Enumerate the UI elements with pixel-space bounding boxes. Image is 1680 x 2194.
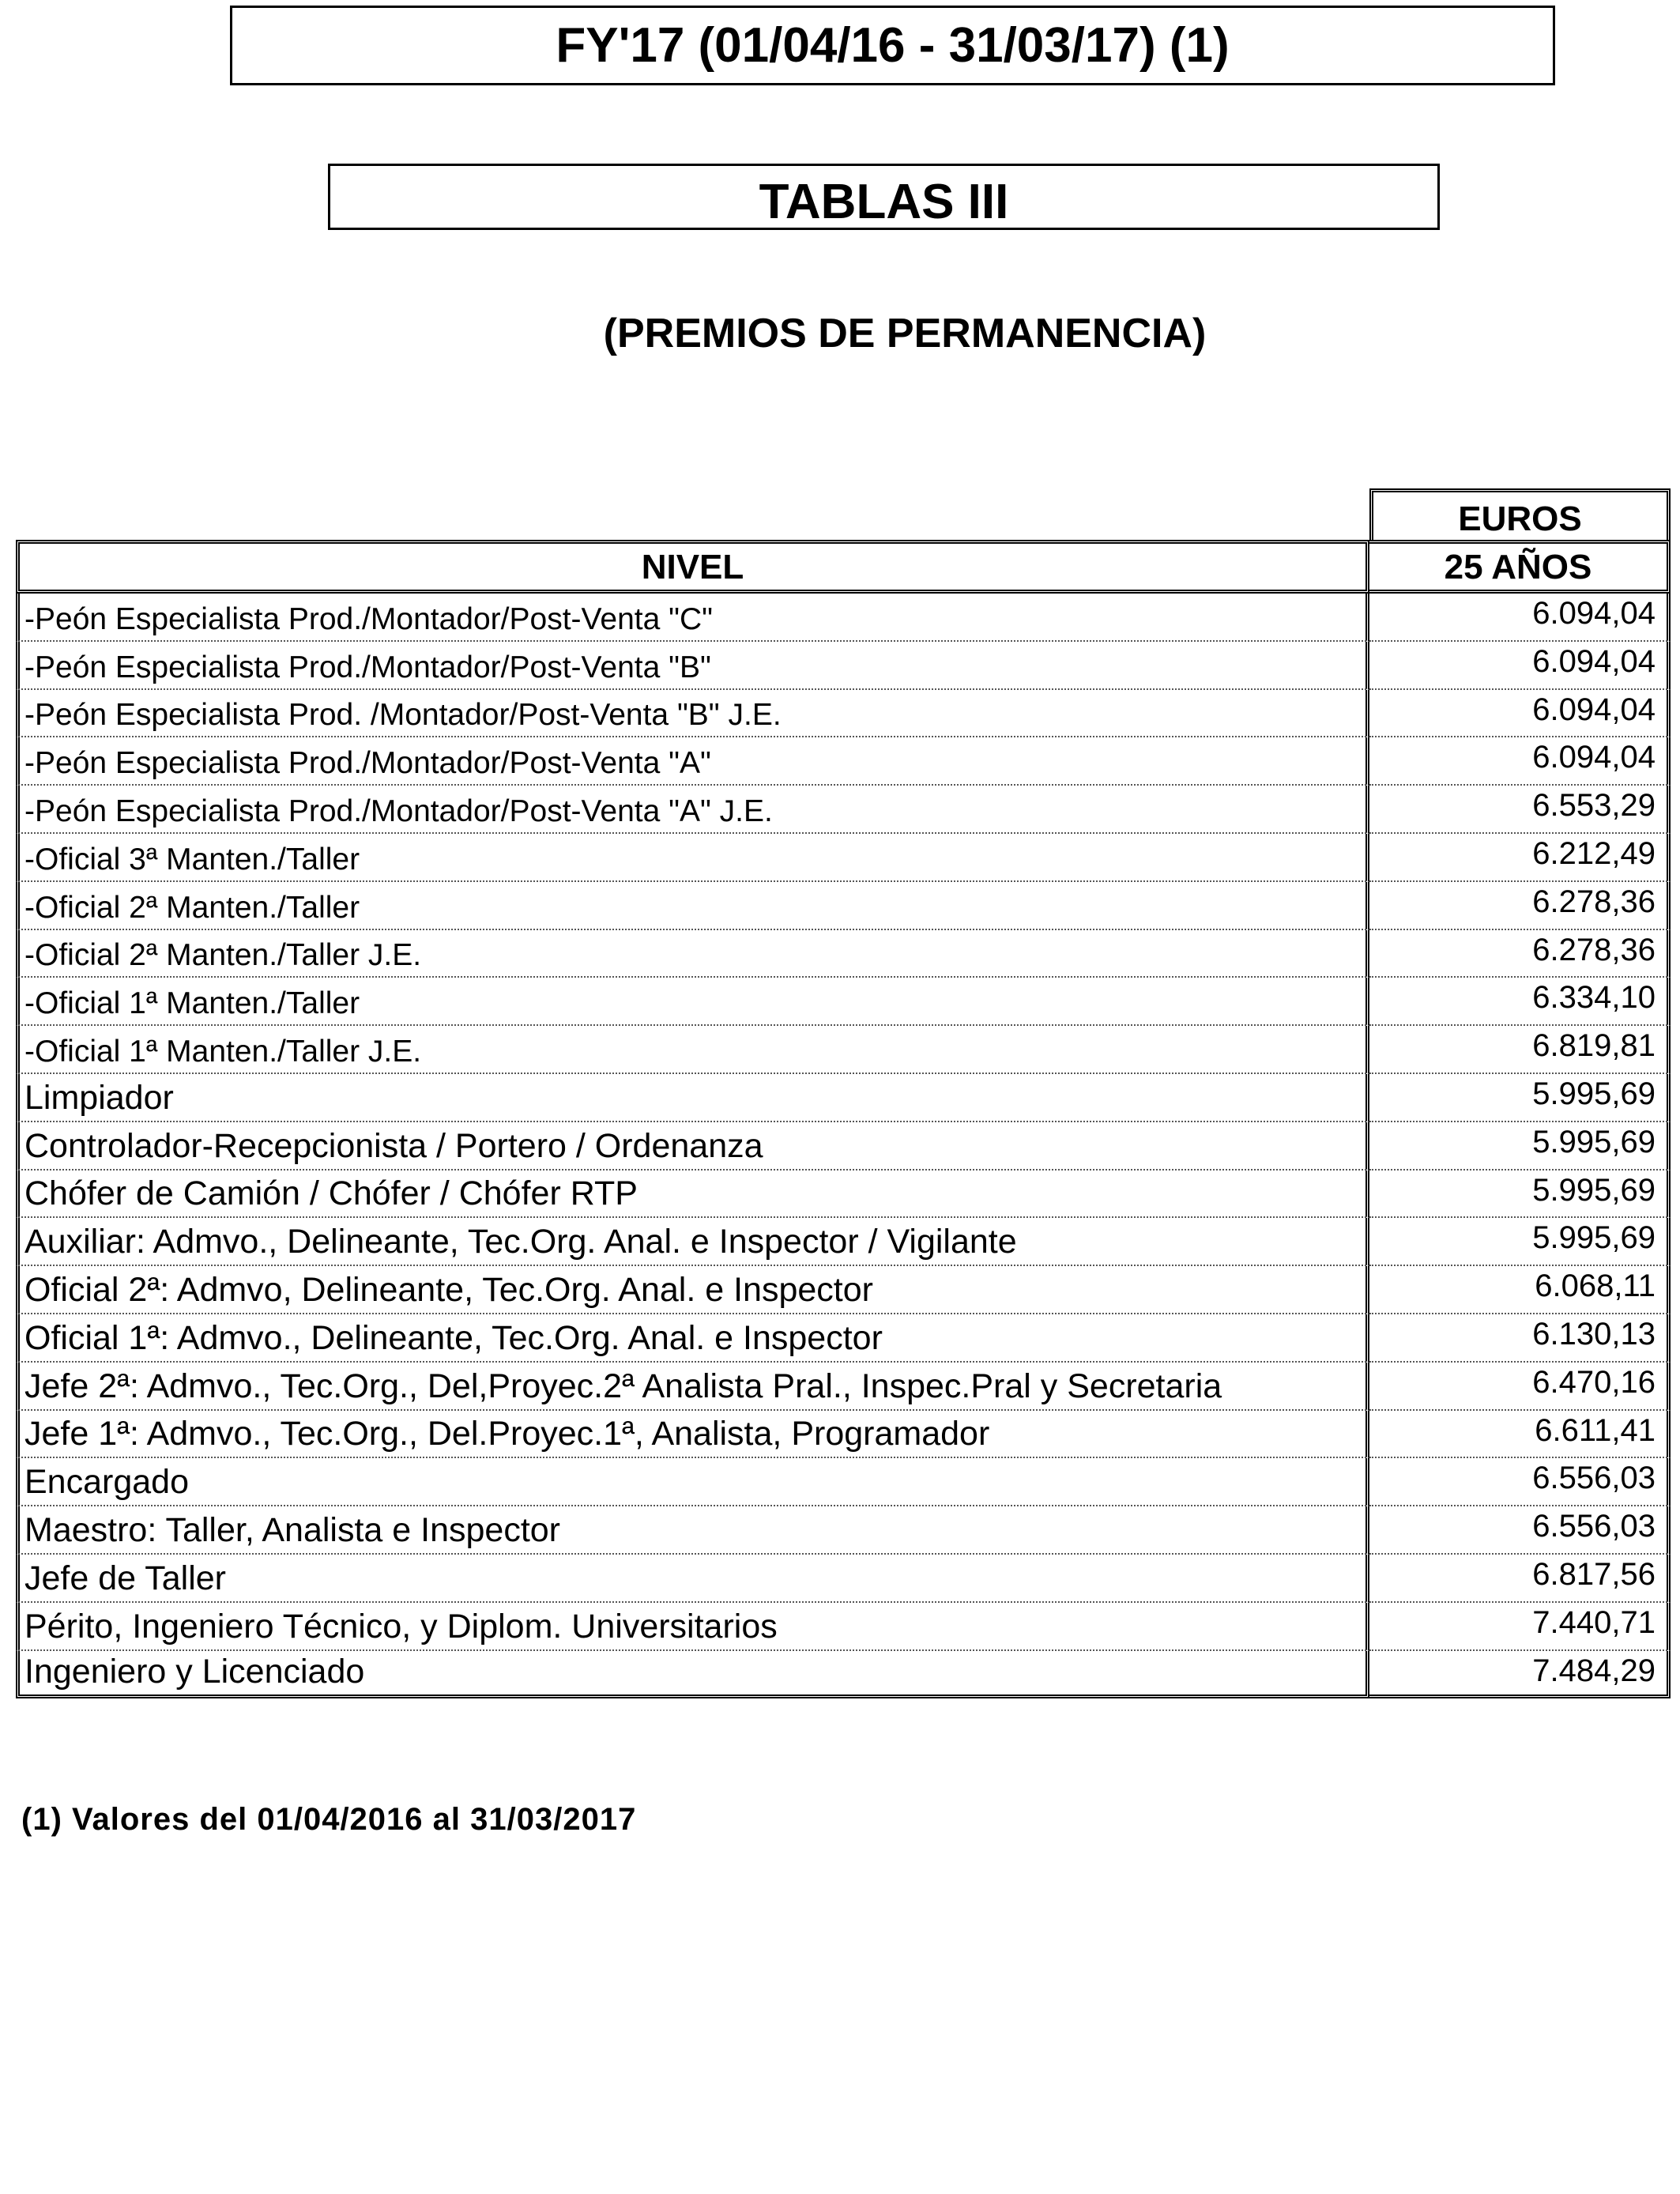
level-name: Encargado [16, 1458, 1369, 1506]
currency-header: EUROS [1369, 488, 1671, 540]
table-row [16, 1026, 1671, 1074]
document-subtitle: TABLAS III [328, 164, 1440, 230]
table-row [16, 1651, 1671, 1699]
premium-value: 5.995,69 [1369, 1074, 1671, 1122]
level-name: -Peón Especialista Prod./Montador/Post-Venta "B" [16, 642, 1369, 690]
table-row [16, 834, 1671, 882]
footnote: (1) Valores del 01/04/2016 al 31/03/2017 [21, 1802, 637, 1837]
premium-value: 6.334,10 [1369, 978, 1671, 1026]
premium-value: 5.995,69 [1369, 1218, 1671, 1266]
table-row [16, 978, 1671, 1026]
table-row [16, 1555, 1671, 1603]
level-column-header: NIVEL [16, 540, 1369, 594]
level-name: -Oficial 1ª Manten./Taller [16, 978, 1369, 1026]
premium-value: 6.094,04 [1369, 642, 1671, 690]
table-row [16, 1458, 1671, 1506]
table-row [16, 642, 1671, 690]
table-row [16, 1266, 1671, 1314]
table-row [16, 1074, 1671, 1122]
level-name: Auxiliar: Admvo., Delineante, Tec.Org. Anal. e Inspector / Vigilante [16, 1218, 1369, 1266]
level-name: Jefe 2ª: Admvo., Tec.Org., Del,Proyec.2ª Analista Pral., Inspec.Pral y Secretaria [16, 1363, 1369, 1411]
level-name: Oficial 1ª: Admvo., Delineante, Tec.Org. Anal. e Inspector [16, 1314, 1369, 1363]
level-name: -Oficial 2ª Manten./Taller [16, 882, 1369, 930]
table-row [16, 737, 1671, 786]
table-row [16, 1506, 1671, 1555]
level-name: -Peón Especialista Prod./Montador/Post-Venta "A" J.E. [16, 786, 1369, 834]
level-name: Maestro: Taller, Analista e Inspector [16, 1506, 1369, 1555]
level-name: -Oficial 2ª Manten./Taller J.E. [16, 930, 1369, 978]
table-row [16, 786, 1671, 834]
table-row [16, 594, 1671, 642]
table-row [16, 1363, 1671, 1411]
table-header-row [16, 540, 1671, 594]
level-name: Controlador-Recepcionista / Portero / Ordenanza [16, 1122, 1369, 1171]
premium-value: 6.278,36 [1369, 882, 1671, 930]
premium-value: 6.094,04 [1369, 737, 1671, 786]
level-name: Ingeniero y Licenciado [16, 1651, 1369, 1699]
premium-value: 6.278,36 [1369, 930, 1671, 978]
table-row [16, 1122, 1671, 1171]
table-row [16, 882, 1671, 930]
level-name: -Peón Especialista Prod. /Montador/Post-Venta "B" J.E. [16, 690, 1369, 738]
document-title: FY'17 (01/04/16 - 31/03/17) (1) [230, 6, 1555, 85]
section-heading: (PREMIOS DE PERMANENCIA) [603, 311, 1207, 356]
table-row [16, 1603, 1671, 1651]
table-row [16, 930, 1671, 978]
premium-value: 6.068,11 [1369, 1266, 1671, 1314]
table-body [16, 594, 1671, 1698]
premium-value: 7.440,71 [1369, 1603, 1671, 1651]
premium-value: 6.094,04 [1369, 594, 1671, 642]
premium-value: 6.819,81 [1369, 1026, 1671, 1074]
level-name: -Peón Especialista Prod./Montador/Post-Venta "C" [16, 594, 1369, 642]
level-name: Jefe de Taller [16, 1555, 1369, 1603]
table-row [16, 1411, 1671, 1459]
table-row [16, 1314, 1671, 1363]
level-name: -Oficial 3ª Manten./Taller [16, 834, 1369, 882]
level-name: -Peón Especialista Prod./Montador/Post-Venta "A" [16, 737, 1369, 786]
table-row [16, 1171, 1671, 1219]
table-row [16, 1218, 1671, 1266]
years-column-header: 25 AÑOS [1369, 540, 1671, 594]
level-name: -Oficial 1ª Manten./Taller J.E. [16, 1026, 1369, 1074]
level-name: Oficial 2ª: Admvo, Delineante, Tec.Org. Anal. e Inspector [16, 1266, 1369, 1314]
premium-value: 6.470,16 [1369, 1363, 1671, 1411]
premium-value: 6.212,49 [1369, 834, 1671, 882]
premium-value: 5.995,69 [1369, 1171, 1671, 1219]
premium-value: 5.995,69 [1369, 1122, 1671, 1171]
level-name: Périto, Ingeniero Técnico, y Diplom. Universitarios [16, 1603, 1369, 1651]
premium-value: 6.556,03 [1369, 1458, 1671, 1506]
level-name: Chófer de Camión / Chófer / Chófer RTP [16, 1171, 1369, 1219]
premium-value: 6.094,04 [1369, 690, 1671, 738]
premium-value: 6.611,41 [1369, 1411, 1671, 1459]
premium-value: 6.130,13 [1369, 1314, 1671, 1363]
table-row [16, 690, 1671, 738]
premium-value: 6.556,03 [1369, 1506, 1671, 1555]
premium-value: 6.817,56 [1369, 1555, 1671, 1603]
premium-value: 6.553,29 [1369, 786, 1671, 834]
level-name: Jefe 1ª: Admvo., Tec.Org., Del.Proyec.1ª, Analista, Programador [16, 1411, 1369, 1459]
level-name: Limpiador [16, 1074, 1369, 1122]
premium-value: 7.484,29 [1369, 1651, 1671, 1699]
